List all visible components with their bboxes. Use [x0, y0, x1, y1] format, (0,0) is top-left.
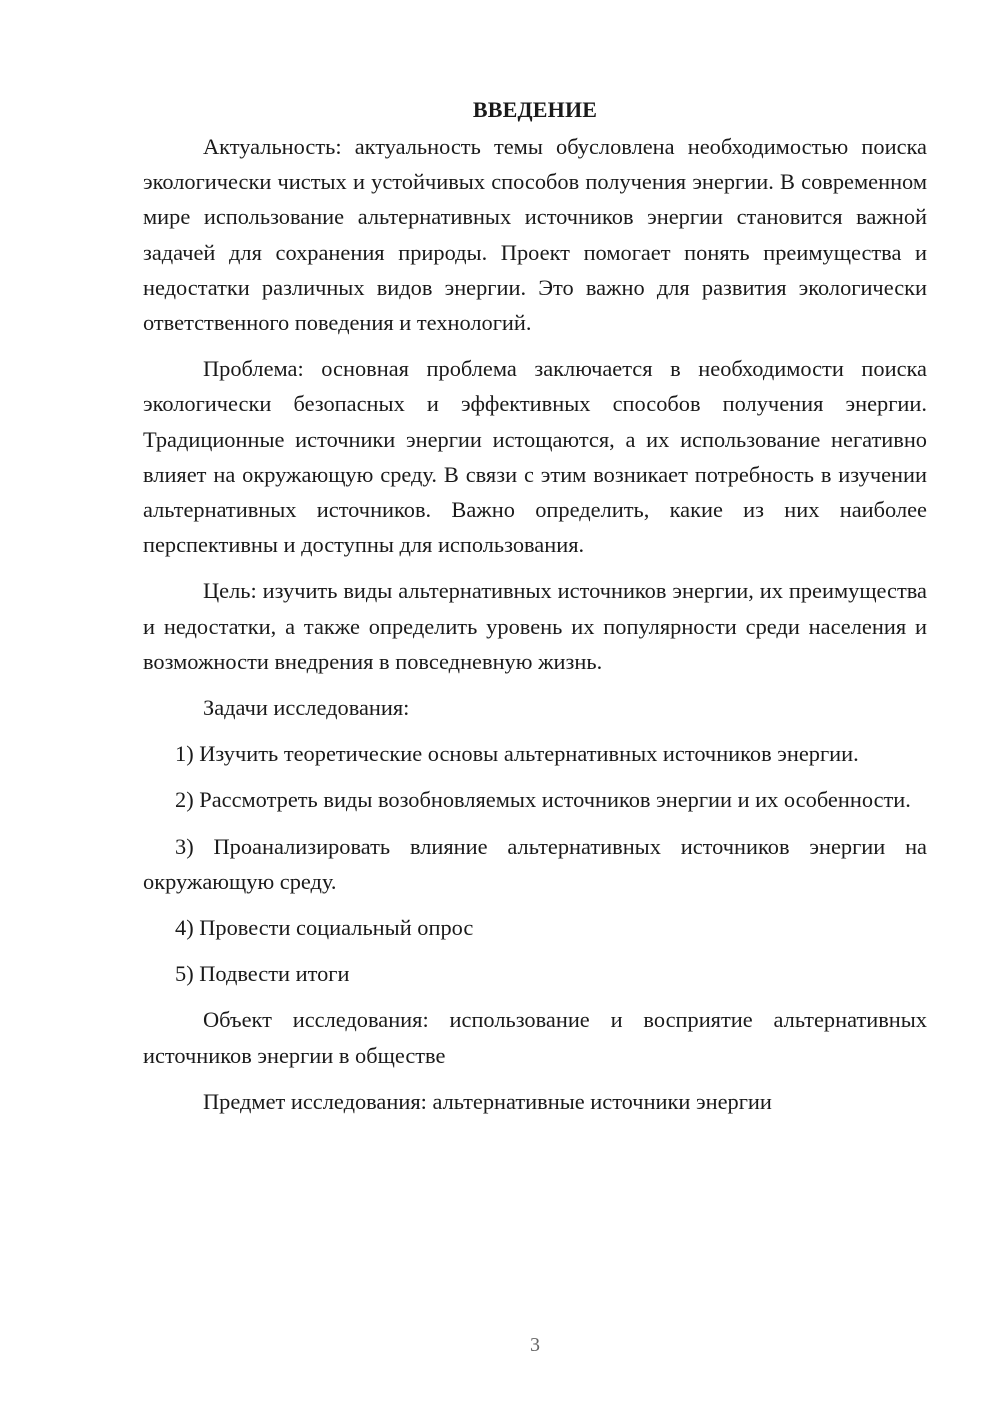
task-item-2: 2) Рассмотреть виды возобновляемых источников энергии и их особенности. [175, 787, 911, 813]
paragraph-object: Объект исследования: использование и восприятие альтернативных источников энергии в обществе [143, 1007, 927, 1068]
section-title: ВВЕДЕНИЕ [472, 97, 598, 122]
page-content [143, 92, 927, 1119]
page-number: 3 [530, 1334, 540, 1356]
paragraph-subject: Предмет исследования: альтернативные источники энергии [203, 1088, 772, 1114]
task-item-1: 1) Изучить теоретические основы альтернативных источников энергии. [175, 741, 859, 767]
paragraph-problem: Проблема: основная проблема заключается в необходимости поиска экологически безопасных и эффективных способов получения энергии. Традиционные источники энергии истощаются, а их использование негативно влияет на окружающую среду. В связи с этим возникает потребность в изучении альтернативных источников. Важно определить, какие из них наиболее перспективны и доступны для использования. [143, 356, 927, 558]
task-item-5: 5) Подвести итоги [175, 961, 350, 987]
task-item-3: 3) Проанализировать влияние альтернативных источников энергии на окружающую среду. [143, 833, 927, 894]
tasks-heading: Задачи исследования: [203, 695, 410, 721]
paragraph-goal: Цель: изучить виды альтернативных источников энергии, их преимущества и недостатки, а также определить уровень их популярности среди населения и возможности внедрения в повседневную жизнь. [143, 578, 927, 674]
task-item-4: 4) Провести социальный опрос [175, 915, 474, 941]
paragraph-relevance: Актуальность: актуальность темы обусловлена необходимостью поиска экологически чистых и устойчивых способов получения энергии. В современном мире использование альтернативных источников энергии становится важной задачей для сохранения природы. Проект помогает понять преимущества и недостатки различных видов энергии. Это важно для развития экологически ответственного поведения и технологий. [143, 134, 927, 336]
